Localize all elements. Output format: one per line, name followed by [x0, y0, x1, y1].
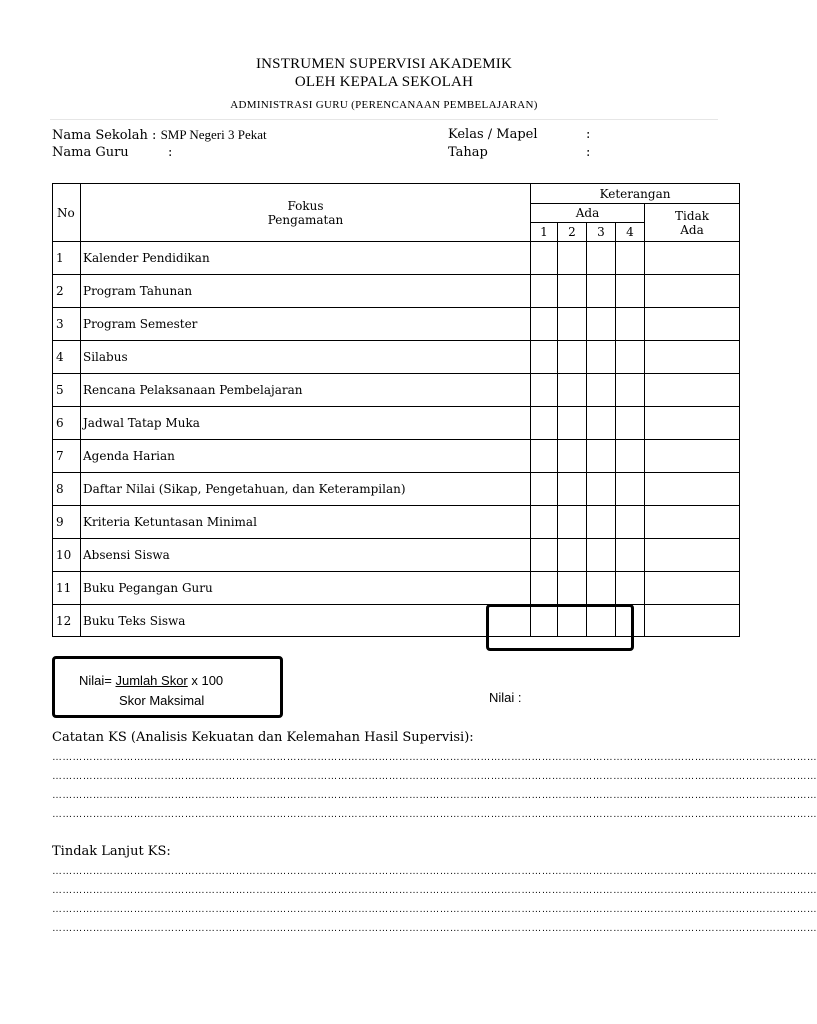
row-item: Jadwal Tatap Muka	[81, 407, 531, 440]
score-cell	[558, 374, 587, 407]
row-number: 3	[53, 308, 81, 341]
stage-colon: :	[586, 145, 591, 160]
tindak-dotted-line: ………………………………………………………………………………………………………………………………………………………………………………………………………	[52, 885, 817, 896]
stage-label: Tahap	[448, 145, 488, 160]
row-item: Kriteria Ketuntasan Minimal	[81, 506, 531, 539]
row-number: 2	[53, 275, 81, 308]
row-number: 10	[53, 539, 81, 572]
score-cell	[558, 275, 587, 308]
score-cell	[616, 407, 645, 440]
formula-multiplier: x 100	[187, 673, 224, 688]
header-ada: Ada	[531, 204, 645, 223]
row-item: Silabus	[81, 341, 531, 374]
tidak-ada-cell	[645, 407, 740, 440]
class-subject-colon: :	[586, 127, 591, 142]
row-item: Agenda Harian	[81, 440, 531, 473]
tidak-ada-cell	[645, 605, 740, 637]
tidak-ada-cell	[645, 473, 740, 506]
observation-table	[52, 183, 740, 637]
score-cell	[531, 242, 558, 275]
table-row	[53, 308, 740, 341]
table-row	[53, 275, 740, 308]
table-row	[53, 374, 740, 407]
formula-numerator-line	[79, 673, 223, 688]
row-item: Rencana Pelaksanaan Pembelajaran	[81, 374, 531, 407]
table-row	[53, 407, 740, 440]
row-number: 12	[53, 605, 81, 637]
score-cell	[587, 407, 616, 440]
row-number: 11	[53, 572, 81, 605]
document-title-line1: INSTRUMEN SUPERVISI AKADEMIK	[255, 56, 513, 72]
score-cell	[587, 275, 616, 308]
header-focus-line1: Fokus	[287, 198, 324, 213]
table-row	[53, 242, 740, 275]
score-cell	[587, 242, 616, 275]
score-cell	[616, 539, 645, 572]
header-divider	[50, 119, 718, 120]
header-focus	[81, 184, 531, 242]
table-row	[53, 605, 740, 637]
row-number: 4	[53, 341, 81, 374]
header-keterangan: Keterangan	[531, 184, 740, 204]
score-cell	[531, 539, 558, 572]
score-cell	[531, 341, 558, 374]
score-cell	[587, 539, 616, 572]
table-row	[53, 572, 740, 605]
score-cell	[587, 341, 616, 374]
row-number: 1	[53, 242, 81, 275]
score-cell	[616, 308, 645, 341]
tindak-lanjut-title: Tindak Lanjut KS:	[52, 844, 171, 859]
tidak-ada-cell	[645, 341, 740, 374]
tidak-ada-cell	[645, 440, 740, 473]
score-cell	[558, 308, 587, 341]
tidak-ada-cell	[645, 275, 740, 308]
score-cell	[616, 341, 645, 374]
score-col-header: 1	[531, 223, 558, 242]
row-number: 7	[53, 440, 81, 473]
catatan-dotted-line: ………………………………………………………………………………………………………………………………………………………………………………………………………	[52, 790, 817, 801]
score-cell	[616, 440, 645, 473]
tidak-ada-cell	[645, 572, 740, 605]
row-item: Absensi Siswa	[81, 539, 531, 572]
tindak-dotted-line: ………………………………………………………………………………………………………………………………………………………………………………………………………	[52, 923, 817, 934]
score-cell	[616, 275, 645, 308]
row-item: Kalender Pendidikan	[81, 242, 531, 275]
row-item: Buku Teks Siswa	[81, 605, 531, 637]
score-cell	[616, 572, 645, 605]
document-title-line2: OLEH KEPALA SEKOLAH	[294, 74, 474, 90]
score-cell	[558, 341, 587, 374]
header-tidak-ada	[645, 204, 740, 242]
score-cell	[587, 572, 616, 605]
formula-prefix: Nilai=	[79, 673, 116, 688]
teacher-name-label: Nama Guru	[52, 145, 129, 160]
header-tidak-line2: Ada	[680, 222, 704, 237]
catatan-title: Catatan KS (Analisis Kekuatan dan Kelemahan Hasil Supervisi):	[52, 730, 474, 745]
nilai-label: Nilai :	[489, 690, 522, 705]
tidak-ada-cell	[645, 506, 740, 539]
table-row	[53, 440, 740, 473]
score-col-header: 4	[616, 223, 645, 242]
row-item: Daftar Nilai (Sikap, Pengetahuan, dan Keterampilan)	[81, 473, 531, 506]
document-subtitle: ADMINISTRASI GURU (PERENCANAAN PEMBELAJARAN)	[230, 99, 538, 111]
table-row	[53, 473, 740, 506]
score-cell	[531, 473, 558, 506]
row-number: 9	[53, 506, 81, 539]
score-cell	[531, 308, 558, 341]
school-name-label: Nama Sekolah :	[52, 128, 157, 143]
score-cell	[558, 407, 587, 440]
score-cell	[558, 473, 587, 506]
score-cell	[587, 374, 616, 407]
score-cell	[531, 572, 558, 605]
row-number: 8	[53, 473, 81, 506]
table-row	[53, 341, 740, 374]
tindak-dotted-line: ………………………………………………………………………………………………………………………………………………………………………………………………………	[52, 904, 817, 915]
score-cell	[616, 374, 645, 407]
table-row	[53, 539, 740, 572]
formula-denominator: Skor Maksimal	[119, 693, 205, 708]
tidak-ada-cell	[645, 242, 740, 275]
score-cell	[531, 407, 558, 440]
score-cell	[558, 242, 587, 275]
catatan-dotted-line: ………………………………………………………………………………………………………………………………………………………………………………………………………	[52, 809, 817, 820]
score-cell	[558, 572, 587, 605]
score-cell	[558, 440, 587, 473]
catatan-dotted-line: ………………………………………………………………………………………………………………………………………………………………………………………………………	[52, 752, 817, 763]
score-formula-box	[52, 656, 283, 718]
score-cell	[616, 242, 645, 275]
tidak-ada-cell	[645, 539, 740, 572]
score-cell	[531, 506, 558, 539]
score-cell	[531, 275, 558, 308]
school-name-value: SMP Negeri 3 Pekat	[160, 127, 267, 142]
score-cell	[587, 308, 616, 341]
row-item: Program Semester	[81, 308, 531, 341]
highlight-box	[486, 604, 634, 651]
catatan-dotted-line: ………………………………………………………………………………………………………………………………………………………………………………………………………	[52, 771, 817, 782]
tindak-dotted-line: ………………………………………………………………………………………………………………………………………………………………………………………………………	[52, 866, 817, 877]
teacher-name-colon: :	[168, 145, 173, 160]
score-cell	[587, 473, 616, 506]
header-focus-line2: Pengamatan	[267, 212, 344, 227]
score-cell	[587, 440, 616, 473]
score-cell	[531, 440, 558, 473]
tidak-ada-cell	[645, 308, 740, 341]
score-cell	[616, 473, 645, 506]
row-number: 5	[53, 374, 81, 407]
header-no: No	[53, 184, 81, 242]
table-row	[53, 506, 740, 539]
formula-numerator: Jumlah Skor	[115, 673, 188, 688]
score-cell	[587, 506, 616, 539]
score-cell	[558, 506, 587, 539]
row-item: Program Tahunan	[81, 275, 531, 308]
row-number: 6	[53, 407, 81, 440]
score-col-header: 3	[587, 223, 616, 242]
class-subject-label: Kelas / Mapel	[448, 127, 538, 142]
score-cell	[531, 374, 558, 407]
tidak-ada-cell	[645, 374, 740, 407]
school-name-field	[52, 127, 267, 143]
score-cell	[616, 506, 645, 539]
row-item: Buku Pegangan Guru	[81, 572, 531, 605]
header-tidak-line1: Tidak	[675, 208, 709, 223]
score-col-header: 2	[558, 223, 587, 242]
score-cell	[558, 539, 587, 572]
